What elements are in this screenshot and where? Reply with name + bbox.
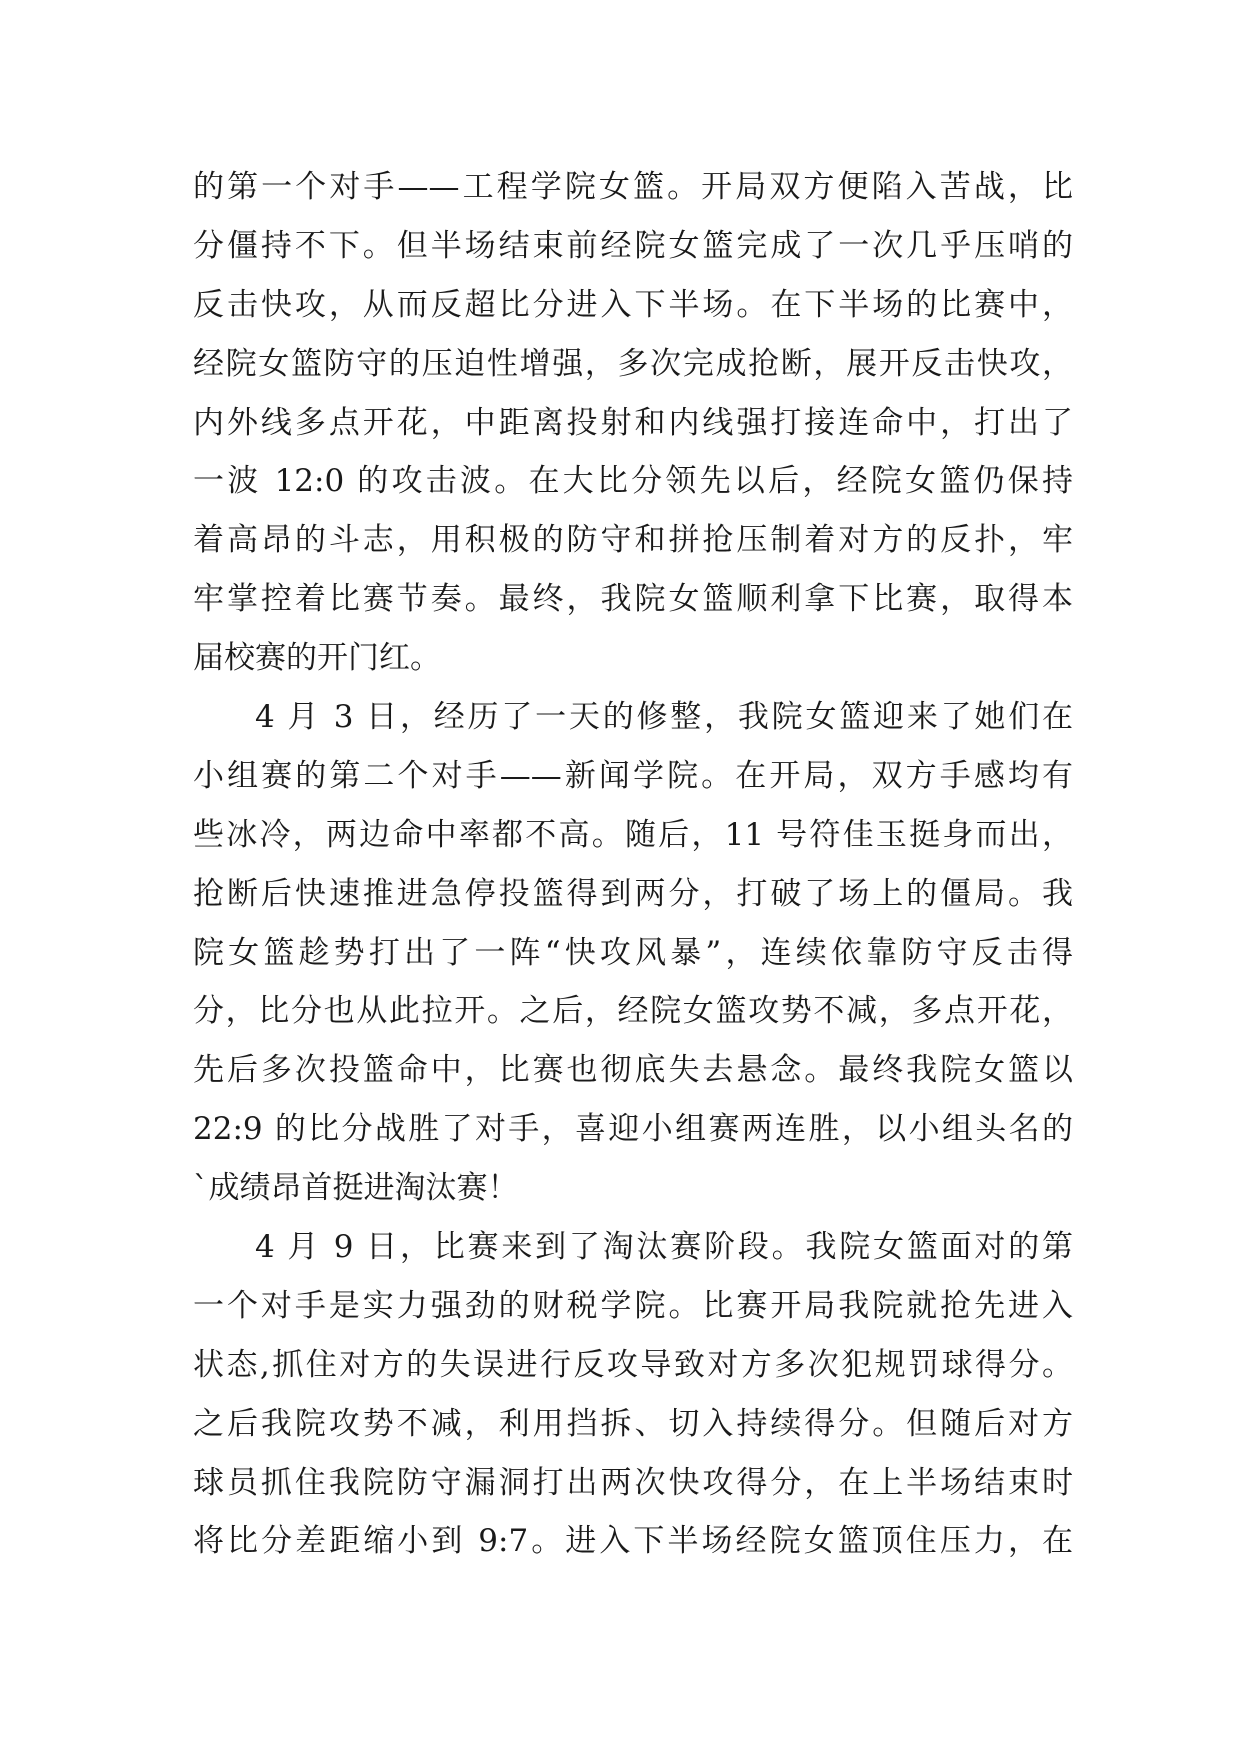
text-line: 小组赛的第二个对手——新闻学院。在开局，双方手感均有: [193, 757, 1073, 794]
text-line: 反击快攻，从而反超比分进入下半场。在下半场的比赛中，: [193, 286, 1073, 323]
text-line: 抢断后快速推进急停投篮得到两分，打破了场上的僵局。我: [193, 875, 1073, 912]
text-line: 一波 12:0 的攻击波。在大比分领先以后，经院女篮仍保持: [193, 463, 1073, 500]
text-line: 牢掌控着比赛节奏。最终，我院女篮顺利拿下比赛，取得本: [193, 581, 1073, 618]
text-line: 经院女篮防守的压迫性增强，多次完成抢断，展开反击快攻，: [193, 345, 1073, 382]
text-line: 先后多次投篮命中，比赛也彻底失去悬念。最终我院女篮以: [193, 1052, 1073, 1089]
text-line: 状态,抓住对方的失误进行反攻导致对方多次犯规罚球得分。: [193, 1346, 1073, 1383]
text-line: 着高昂的斗志，用积极的防守和拼抢压制着对方的反扑，牢: [193, 522, 1073, 559]
text-line: 分，比分也从此拉开。之后，经院女篮攻势不减，多点开花，: [193, 993, 1073, 1030]
text-line: 一个对手是实力强劲的财税学院。比赛开局我院就抢先进入: [193, 1287, 1073, 1324]
text-line: 院女篮趁势打出了一阵“快攻风暴”，连续依靠防守反击得: [193, 934, 1073, 971]
text-line: 分僵持不下。但半场结束前经院女篮完成了一次几乎压哨的: [193, 227, 1073, 264]
article-body: [193, 158, 1073, 1571]
text-line: `成绩昂首挺进淘汰赛！: [193, 1170, 519, 1207]
text-line: 的第一个对手——工程学院女篮。开局双方便陷入苦战，比: [193, 169, 1073, 205]
text-line: 球员抓住我院防守漏洞打出两次快攻得分，在上半场结束时: [193, 1464, 1073, 1501]
text-line: 内外线多点开花，中距离投射和内线强打接连命中，打出了: [193, 404, 1073, 441]
text-line: 4 月 9 日，比赛来到了淘汰赛阶段。我院女篮面对的第: [255, 1229, 1073, 1266]
text-line: 22:9 的比分战胜了对手，喜迎小组赛两连胜，以小组头名的: [193, 1111, 1073, 1148]
text-line: 将比分差距缩小到 9:7。进入下半场经院女篮顶住压力，在: [193, 1523, 1073, 1560]
text-line: 届校赛的开门红。: [193, 640, 441, 677]
text-line: 些冰冷，两边命中率都不高。随后，11 号符佳玉挺身而出，: [193, 816, 1073, 853]
text-line: 之后我院攻势不减，利用挡拆、切入持续得分。但随后对方: [193, 1405, 1073, 1442]
text-line: 4 月 3 日，经历了一天的修整，我院女篮迎来了她们在: [255, 699, 1073, 736]
